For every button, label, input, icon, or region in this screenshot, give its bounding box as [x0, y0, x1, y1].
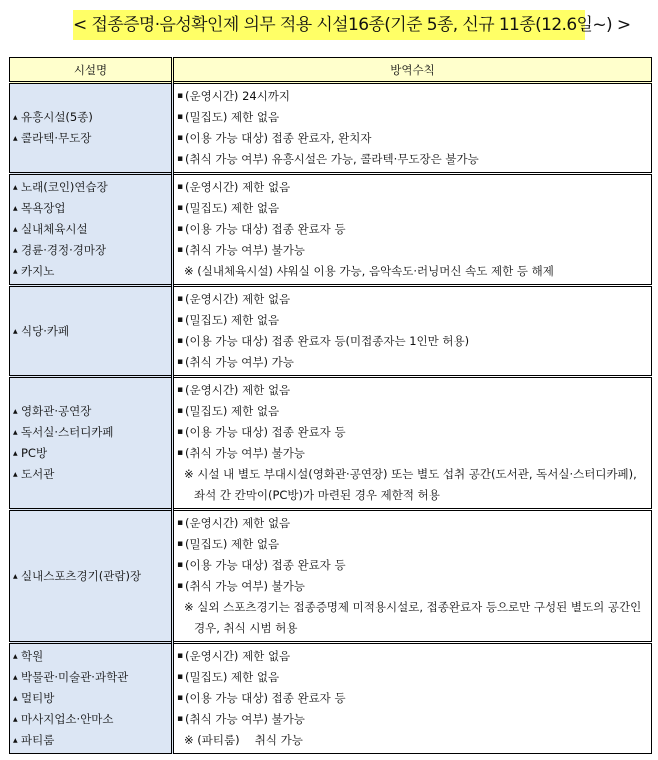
facility-item: ▲ 독서실·스터디카페	[13, 422, 169, 443]
rule-note: ※ 시설 내 별도 부대시설(영화관·공연장) 또는 별도 섭취 공간(도서관, 독서실·스터디카페), 좌석 간 칸막이(PC방)가 마련된 경우 제한적 허용	[184, 467, 637, 502]
rule-line: ▪ (밀집도) 제한 없음	[177, 198, 647, 219]
rule-note: ※ 실외 스포츠경기는 접종증명제 미적용시설로, 접종완료자 등으로만 구성된 별도의 공간인 경우, 취식 시범 허용	[184, 600, 642, 635]
rule-line: ▪ (운영시간) 24시까지	[177, 86, 647, 107]
rule-line: ▪ (밀집도) 제한 없음	[177, 107, 647, 128]
facility-cell	[10, 174, 173, 286]
facility-rules-table	[9, 57, 652, 754]
facility-item: ▲ 식당·카페	[13, 321, 169, 342]
table-row	[10, 643, 652, 754]
rules-cell	[173, 377, 652, 510]
rule-line: ▪ (이용 가능 대상) 접종 완료자 등	[177, 688, 647, 709]
rule-line: ▪ (밀집도) 제한 없음	[177, 401, 647, 422]
facility-cell	[10, 286, 173, 377]
rule-line: ▪ (이용 가능 대상) 접종 완료자 등	[177, 555, 647, 576]
facility-item: ▲ 파티룸	[13, 730, 169, 751]
facility-item: ▲ 도서관	[13, 464, 169, 485]
rule-line: ▪ (취식 가능 여부) 유흥시설은 가능, 콜라텍·무도장은 불가능	[177, 149, 647, 170]
facility-item: ▲ 마사지업소·안마소	[13, 709, 169, 730]
table-row	[10, 174, 652, 286]
table-row	[10, 510, 652, 643]
rules-cell	[173, 83, 652, 174]
rule-line: ▪ (이용 가능 대상) 접종 완료자, 완치자	[177, 128, 647, 149]
rule-line: ▪ (운영시간) 제한 없음	[177, 513, 647, 534]
rule-line: ▪ (취식 가능 여부) 불가능	[177, 443, 647, 464]
rule-line: ▪ (이용 가능 대상) 접종 완료자 등	[177, 219, 647, 240]
rule-line: ▪ (취식 가능 여부) 불가능	[177, 709, 647, 730]
facility-column-header: 시설명	[10, 58, 173, 83]
facility-cell	[10, 377, 173, 510]
facility-item: ▲ 카지노	[13, 261, 169, 282]
rule-line: ▪ (이용 가능 대상) 접종 완료자 등(미접종자는 1인만 허용)	[177, 331, 647, 352]
facility-cell	[10, 643, 173, 754]
facility-item: ▲ 경륜·경정·경마장	[13, 240, 169, 261]
facility-item: ▲ 유흥시설(5종)	[13, 107, 169, 128]
rule-line: ▪ (밀집도) 제한 없음	[177, 667, 647, 688]
rule-line: ▪ (밀집도) 제한 없음	[177, 534, 647, 555]
table-row	[10, 83, 652, 174]
rule-line: ▪ (밀집도) 제한 없음	[177, 310, 647, 331]
rule-line: ▪ (운영시간) 제한 없음	[177, 289, 647, 310]
facility-item: ▲ 멀티방	[13, 688, 169, 709]
page-title: < 접종증명·음성확인제 의무 적용 시설16종(기준 5종, 신규 11종(12.6일~) >	[73, 10, 585, 40]
rules-cell	[173, 643, 652, 754]
rule-line: ▪ (운영시간) 제한 없음	[177, 646, 647, 667]
rule-line: ▪ (취식 가능 여부) 불가능	[177, 576, 647, 597]
facility-item: ▲ 영화관·공연장	[13, 401, 169, 422]
facility-cell	[10, 83, 173, 174]
rule-line: ▪ (취식 가능 여부) 가능	[177, 352, 647, 373]
facility-item: ▲ 실내스포츠경기(관람)장	[13, 566, 169, 587]
table-header-row	[10, 58, 652, 83]
table-row	[10, 286, 652, 377]
table-row	[10, 377, 652, 510]
rule-note: ※ (실내체육시설) 샤워실 이용 가능, 음악속도·러닝머신 속도 제한 등 해제	[184, 264, 554, 278]
rule-line: ▪ (취식 가능 여부) 불가능	[177, 240, 647, 261]
facility-item: ▲ 실내체육시설	[13, 219, 169, 240]
rules-cell	[173, 510, 652, 643]
facility-cell	[10, 510, 173, 643]
rules-column-header: 방역수칙	[173, 58, 652, 83]
facility-item: ▲ 콜라텍·무도장	[13, 128, 169, 149]
facility-item: ▲ PC방	[13, 443, 169, 464]
rule-line: ▪ (이용 가능 대상) 접종 완료자 등	[177, 422, 647, 443]
rule-line: ▪ (운영시간) 제한 없음	[177, 177, 647, 198]
facility-item: ▲ 박물관·미술관·과학관	[13, 667, 169, 688]
facility-item: ▲ 목욕장업	[13, 198, 169, 219]
rule-line: ▪ (운영시간) 제한 없음	[177, 380, 647, 401]
facility-item: ▲ 학원	[13, 646, 169, 667]
rules-cell	[173, 286, 652, 377]
rules-cell	[173, 174, 652, 286]
facility-item: ▲ 노래(코인)연습장	[13, 177, 169, 198]
rule-note: ※ (파티룸) 취식 가능	[184, 733, 303, 747]
